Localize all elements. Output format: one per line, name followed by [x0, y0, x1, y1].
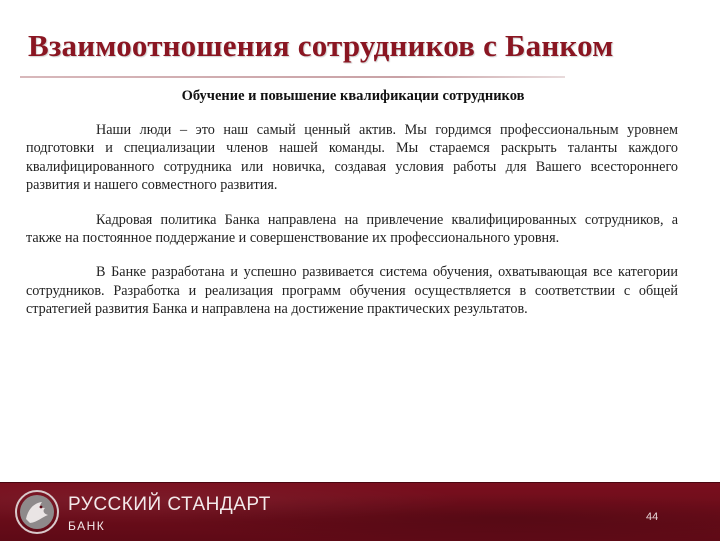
paragraph-3: В Банке разработана и успешно развивается система обучения, охватывающая все категории сотрудников. Разработка и реализация программ обучения осуществляется в соответствии с общей стратегией развития Банка и направлена на достижение практических результатов. — [26, 264, 678, 318]
paragraph-2: Кадровая политика Банка направлена на привлечение квалифицированных сотрудников, а также на постоянное поддержание и совершенствование их профессионального уровня. — [26, 211, 678, 247]
brand-subtitle: БАНК — [68, 519, 106, 533]
slide-title: Взаимоотношения сотрудников с Банком — [28, 28, 614, 63]
section-subtitle: Обучение и повышение квалификации сотрудников — [181, 88, 525, 104]
page-number: 44 — [646, 511, 659, 523]
paragraph-1: Наши люди – это наш самый ценный актив. Мы гордимся профессиональным уровнем подготовки и специализации членов нашей команды. Мы стараемся раскрыть таланты каждого квалифицированного сотрудника или новичка, создавая условия работы для Вашего всестороннего развития и нашего совместного развития. — [26, 122, 678, 194]
brand-name: РУССКИЙ СТАНДАРТ — [68, 494, 271, 515]
griffin-logo-icon — [14, 489, 60, 535]
body-text — [26, 121, 678, 335]
title-divider — [20, 76, 565, 78]
footer-bar — [0, 482, 720, 541]
